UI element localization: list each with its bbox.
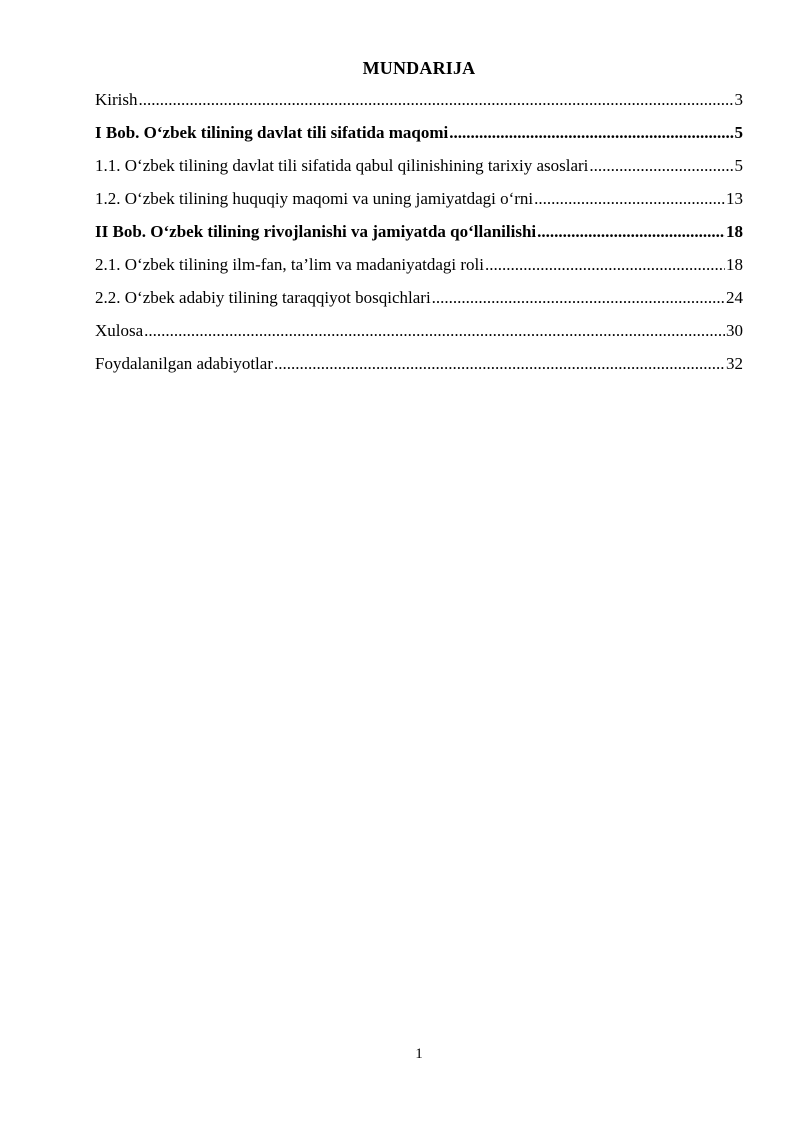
toc-leader-dots (534, 189, 725, 209)
toc-entry-page: 3 (734, 90, 743, 109)
toc-entry-section-2-2[interactable] (95, 288, 743, 321)
toc-entry-label: Xulosa (95, 321, 144, 340)
toc-entry-section-1-2[interactable] (95, 189, 743, 222)
toc-entry-page: 24 (726, 288, 743, 307)
toc-entry-page: 18 (726, 255, 743, 274)
toc-entry-label: 2.2. O‘zbek adabiy tilining taraqqiyot bosqichlari (95, 288, 431, 307)
toc-entry-section-1-1[interactable] (95, 156, 743, 189)
toc-entry-chapter-2[interactable] (95, 222, 743, 255)
toc-leader-dots (139, 90, 734, 110)
toc-entry-page: 13 (726, 189, 743, 208)
toc-entry-page: 18 (726, 222, 743, 241)
page-number: 1 (415, 1046, 423, 1062)
toc-entry-label: II Bob. O‘zbek tilining rivojlanishi va jamiyatda qo‘llanilishi (95, 222, 537, 241)
toc-entry-page: 5 (734, 156, 743, 175)
toc-entry-label: I Bob. O‘zbek tilining davlat tili sifatida maqomi (95, 123, 449, 142)
toc-entry-page: 5 (734, 123, 743, 142)
toc-leader-dots (144, 321, 725, 341)
toc-entry-label: Foydalanilgan adabiyotlar (95, 354, 273, 373)
toc-title: MUNDARIJA (362, 58, 476, 78)
toc-entry-label: Kirish (95, 90, 138, 109)
toc-entry-label: 1.2. O‘zbek tilining huquqiy maqomi va uning jamiyatdagi o‘rni (95, 189, 534, 208)
toc-leader-dots (485, 255, 725, 275)
toc-leader-dots (537, 222, 725, 242)
toc-leader-dots (274, 354, 725, 374)
toc-entry-kirish[interactable] (95, 90, 743, 123)
toc-entry-label: 2.1. O‘zbek tilining ilm-fan, ta’lim va madaniyatdagi roli (95, 255, 485, 274)
toc-entry-section-2-1[interactable] (95, 255, 743, 288)
toc-entry-page: 30 (726, 321, 743, 340)
toc-entry-bibliography[interactable] (95, 354, 743, 387)
toc-leader-dots (432, 288, 725, 308)
toc-entry-label: 1.1. O‘zbek tilining davlat tili sifatida qabul qilinishining tarixiy asoslari (95, 156, 589, 175)
table-of-contents (95, 90, 743, 387)
toc-entry-xulosa[interactable] (95, 321, 743, 354)
toc-leader-dots (589, 156, 733, 176)
toc-leader-dots (449, 123, 733, 143)
toc-entry-page: 32 (726, 354, 743, 373)
toc-entry-chapter-1[interactable] (95, 123, 743, 156)
